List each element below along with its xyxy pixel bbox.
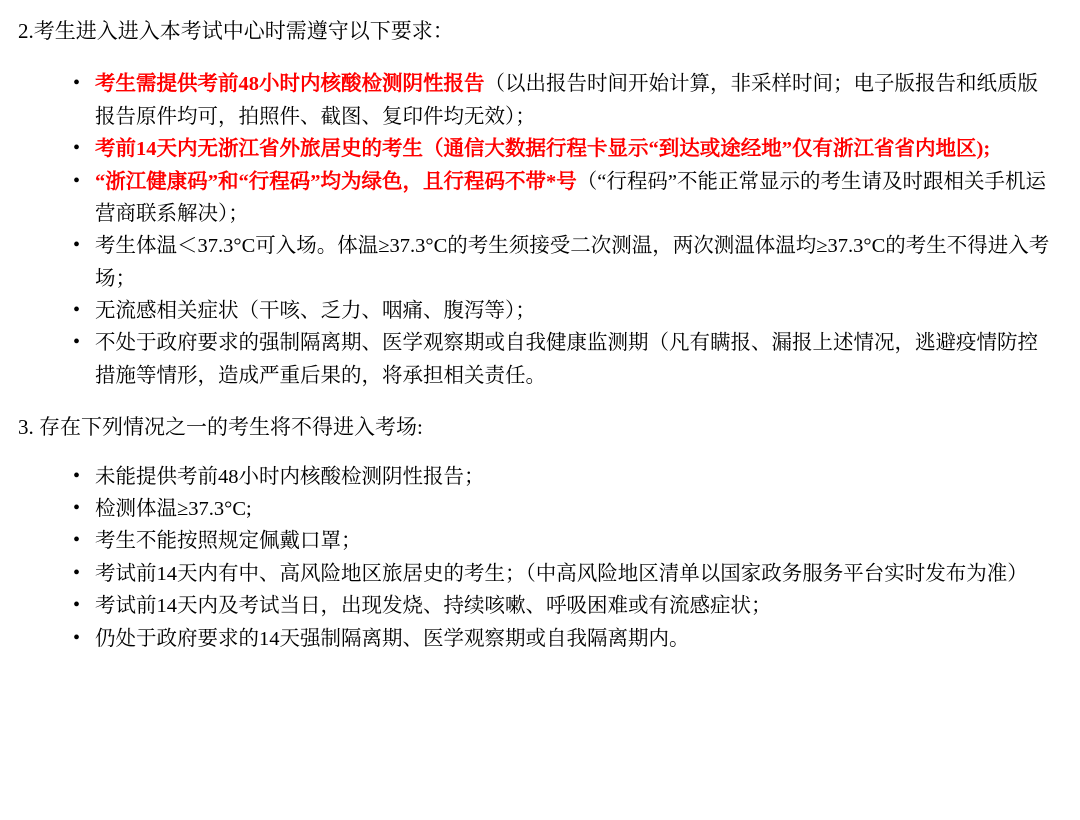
list-item-text: 无流感相关症状（干咳、乏力、咽痛、腹泻等）；: [95, 300, 536, 323]
section-restrictions: [0, 392, 1080, 655]
section-2-heading: 2.考生进入进入本考试中心时需遵守以下要求：: [18, 19, 454, 43]
list-item: [65, 558, 1052, 590]
list-item-highlight: “浙江健康码”和“行程码”均为绿色，且行程码不带*号: [95, 170, 577, 193]
list-item: [65, 230, 1052, 295]
list-item-text: 考试前14天内及考试当日，出现发烧、持续咳嗽、呼吸困难或有流感症状；: [95, 595, 772, 618]
list-item: [65, 525, 1052, 557]
list-item: [65, 68, 1052, 133]
list-item: [65, 590, 1052, 622]
list-item-text: 考试前14天内有中、高风险地区旅居史的考生；（中高风险地区清单以国家政务服务平台实时发布为准）: [95, 562, 1028, 585]
list-item: [65, 133, 1052, 165]
list-item: [65, 623, 1052, 655]
list-item-text: 考生不能按照规定佩戴口罩；: [95, 530, 362, 553]
list-item-text: 考生体温＜37.3°C可入场。体温≥37.3°C的考生须接受二次测温，两次测温体温均≥37.3°C的考生不得进入考场；: [95, 235, 1050, 290]
section-3-list: [65, 461, 1052, 655]
list-item: [65, 327, 1052, 392]
list-item-highlight: 考前14天内无浙江省外旅居史的考生（通信大数据行程卡显示“到达或途经地”仅有浙江省省内地区);: [95, 138, 991, 161]
list-item: [65, 166, 1052, 231]
section-3-heading: 3. 存在下列情况之一的考生将不得进入考场:: [18, 415, 423, 440]
list-item: [65, 493, 1052, 525]
list-item-text: 检测体温≥37.3°C;: [95, 498, 252, 520]
list-item-text: 未能提供考前48小时内核酸检测阴性报告；: [95, 465, 485, 488]
list-item-text: 不处于政府要求的强制隔离期、医学观察期或自我健康监测期（凡有瞒报、漏报上述情况，逃避疫情防控措施等情形，造成严重后果的，将承担相关责任。: [95, 332, 1038, 387]
list-item: [65, 461, 1052, 493]
list-item-text: 仍处于政府要求的14天强制隔离期、医学观察期或自我隔离期内。: [95, 627, 690, 650]
list-item-text: （“行程码”不能正常显示的考生请及时跟相关手机运营商联系解决）；: [95, 170, 1046, 225]
section-requirements: [0, 0, 1080, 392]
section-2-list: [65, 68, 1052, 392]
list-item: [65, 295, 1052, 327]
list-item-highlight: 考生需提供考前48小时内核酸检测阴性报告: [95, 73, 485, 96]
list-item-text: （以出报告时间开始计算，非采样时间；电子版报告和纸质版报告原件均可，拍照件、截图、复印件均无效）；: [95, 73, 1038, 128]
